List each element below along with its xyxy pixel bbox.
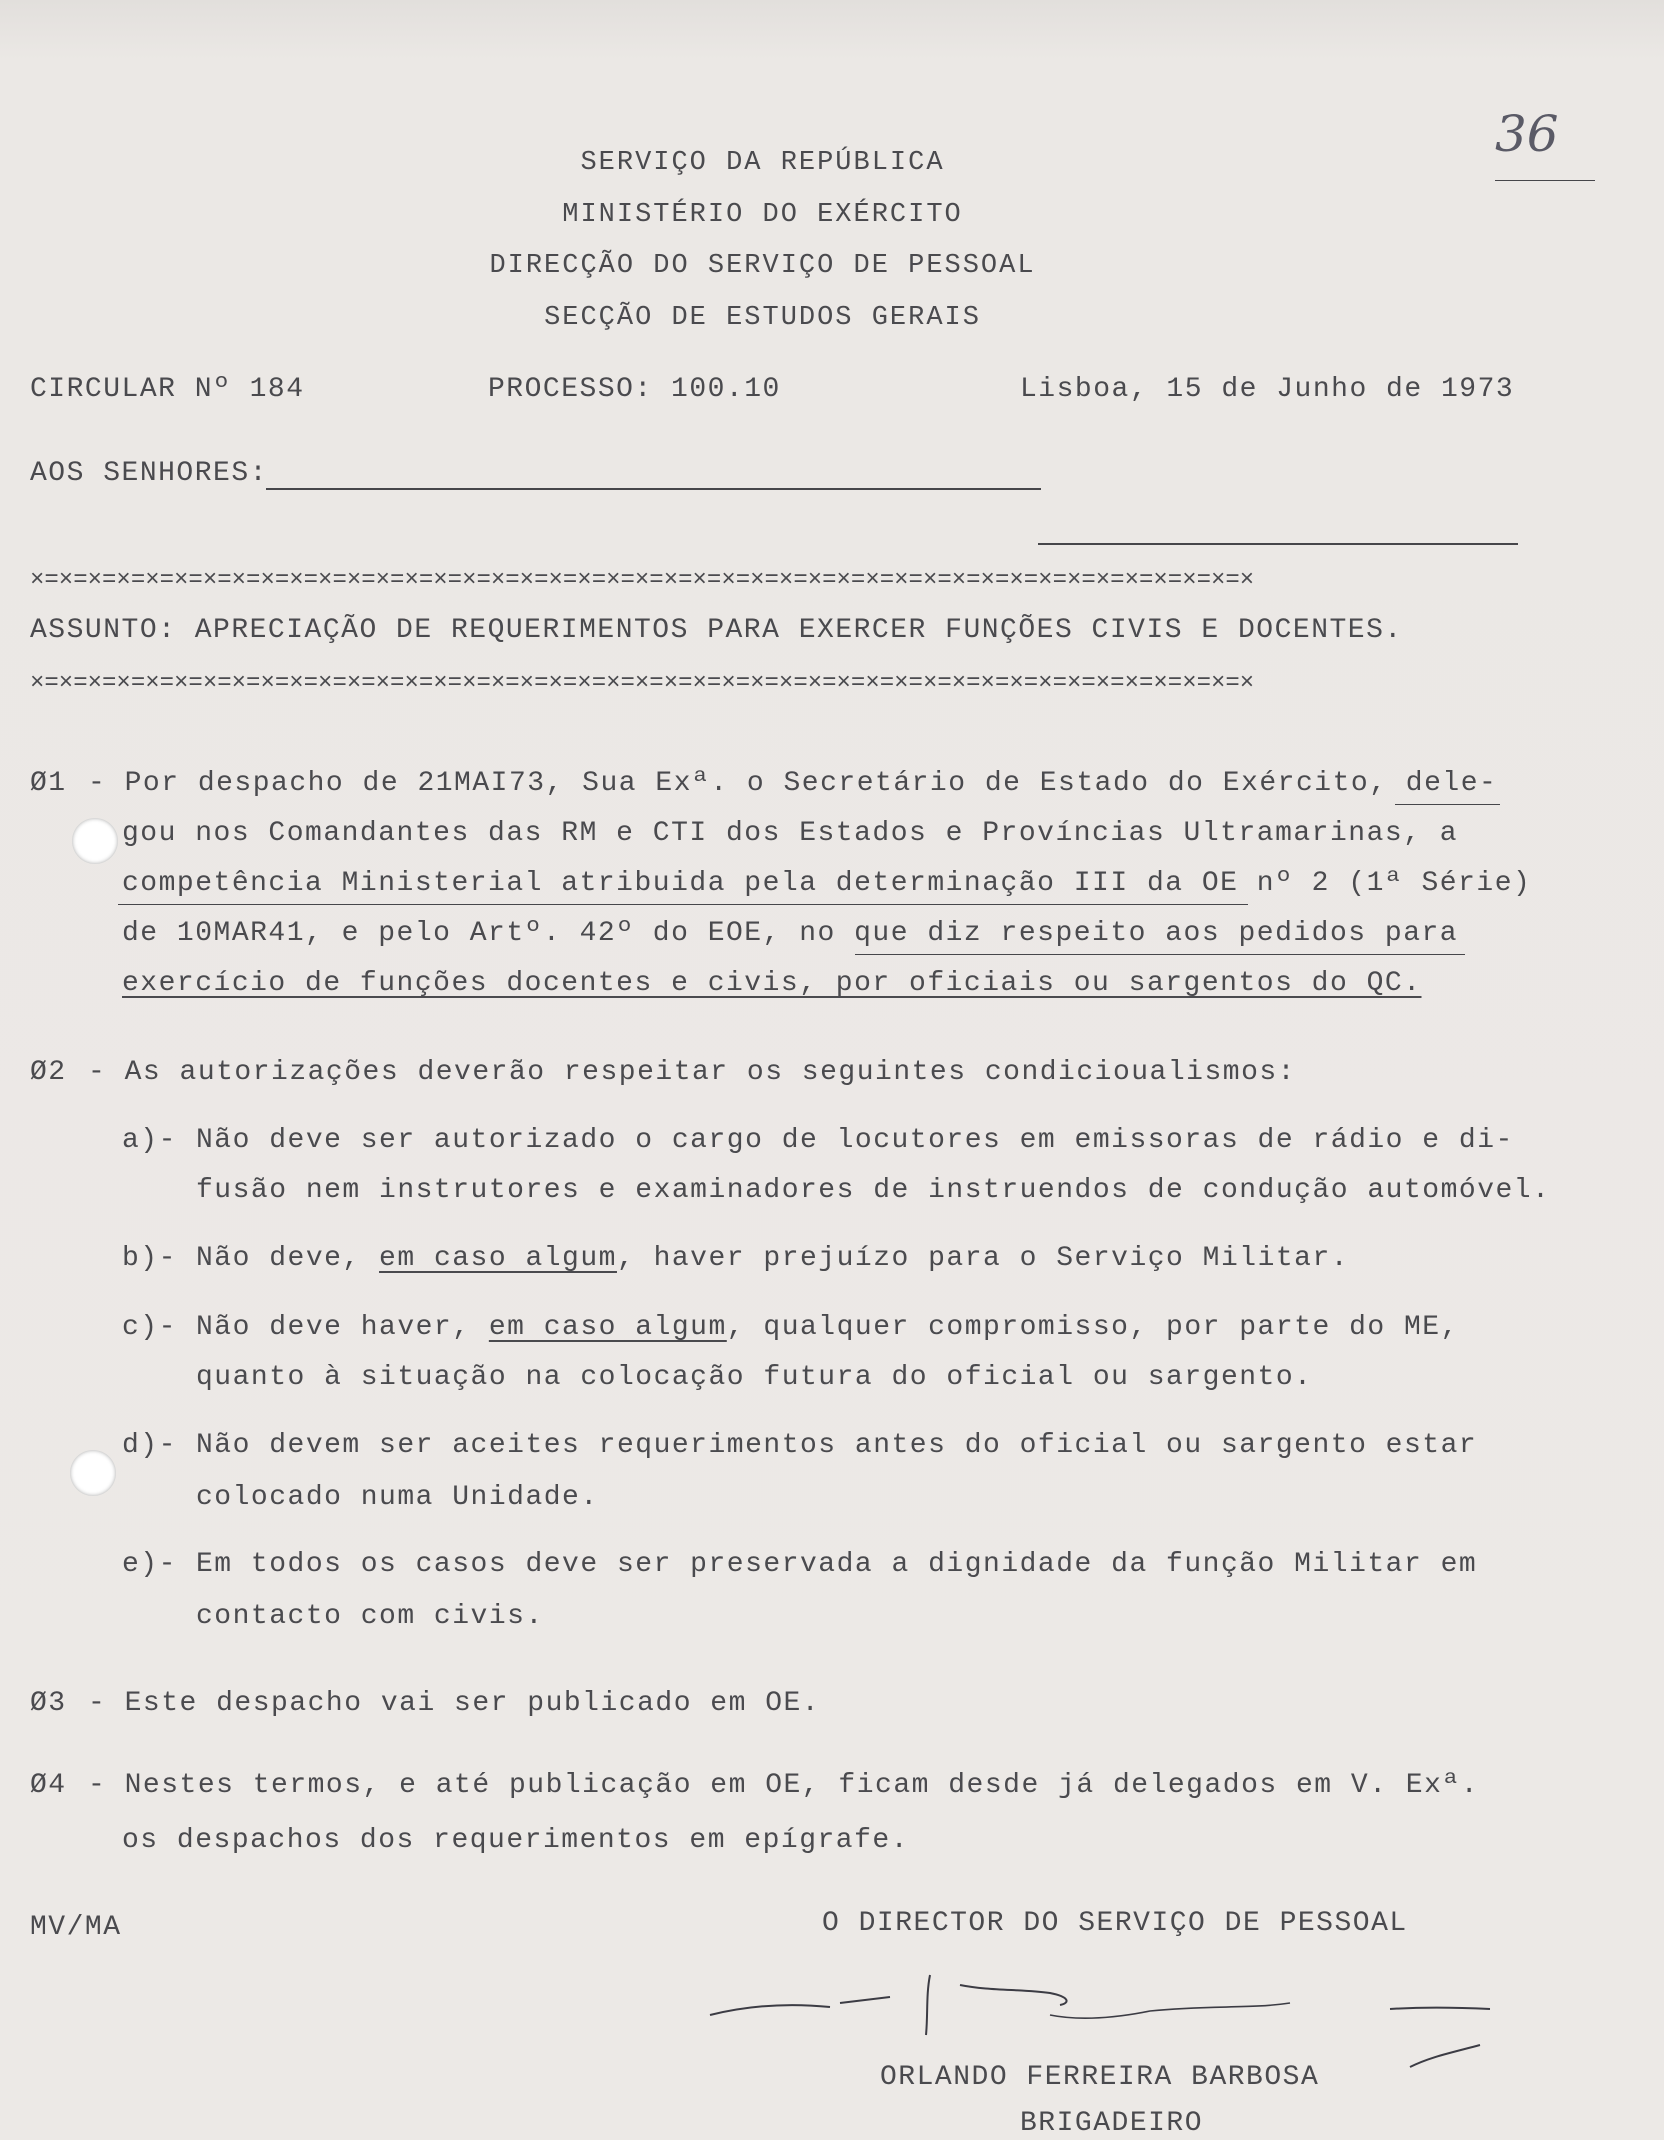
item-c-line-2: quanto à situação na colocação futura do oficial ou sargento. bbox=[196, 1362, 1313, 1393]
item-a-label: a)- bbox=[122, 1125, 177, 1156]
header-line-4: SECÇÃO DE ESTUDOS GERAIS bbox=[544, 303, 981, 333]
para-2-intro: - As autorizações deverão respeitar os seguintes condicioualismos: bbox=[88, 1057, 1296, 1088]
para-3-number: Ø3 bbox=[30, 1688, 67, 1719]
para-1-line-3: competência Ministerial atribuida pela determinação III da OE nº 2 (1ª Série) bbox=[122, 868, 1532, 899]
para-1-line-1: - Por despacho de 21MAI73, Sua Exª. o Secretário de Estado do Exército, dele- bbox=[88, 768, 1498, 799]
item-e-line-1: Em todos os casos deve ser preservada a dignidade da função Militar em bbox=[196, 1549, 1478, 1580]
item-e-line-2: contacto com civis. bbox=[196, 1601, 544, 1632]
separator-bottom: ×=×=×=×=×=×=×=×=×=×=×=×=×=×=×=×=×=×=×=×=×=×=×=×=×=×=×=×=×=×=×=×=×=×=×=×=×=×=×=×=×=×=× bbox=[30, 670, 1255, 697]
subject: ASSUNTO: APRECIAÇÃO DE REQUERIMENTOS PARA EXERCER FUNÇÕES CIVIS E DOCENTES. bbox=[30, 615, 1403, 646]
item-e-label: e)- bbox=[122, 1549, 177, 1580]
item-d-label: d)- bbox=[122, 1430, 177, 1461]
addressee-line-2 bbox=[1038, 543, 1518, 545]
item-d-line-1: Não devem ser aceites requerimentos antes do oficial ou sargento estar bbox=[196, 1430, 1478, 1461]
director-title: O DIRECTOR DO SERVIÇO DE PESSOAL bbox=[822, 1908, 1408, 1939]
page-number-underline bbox=[1495, 180, 1595, 181]
para-1-underline-1 bbox=[1395, 804, 1500, 805]
item-c-emphasis: em caso algum bbox=[488, 1312, 727, 1343]
para-1-underline-3 bbox=[118, 904, 1248, 905]
signatory-rank: BRIGADEIRO bbox=[1020, 2108, 1204, 2139]
place-date: Lisboa, 15 de Junho de 1973 bbox=[1020, 374, 1515, 405]
addressee-line bbox=[266, 488, 1041, 490]
page-number: 36 bbox=[1495, 105, 1559, 163]
para-4-line-2: os despachos dos requerimentos em epígrafe. bbox=[122, 1825, 910, 1856]
para-1-number: Ø1 bbox=[30, 768, 67, 799]
addressee-label: AOS SENHORES: bbox=[30, 458, 268, 489]
punch-hole-top bbox=[72, 818, 118, 864]
circular-number: CIRCULAR Nº 184 bbox=[30, 374, 305, 405]
item-c-pre: Não deve haver, bbox=[196, 1312, 489, 1343]
para-1-line-4: de 10MAR41, e pelo Artº. 42º do EOE, no que diz respeito aos pedidos para bbox=[122, 918, 1459, 949]
signatory-name: ORLANDO FERREIRA BARBOSA bbox=[880, 2062, 1320, 2093]
item-b-emphasis: em caso algum bbox=[379, 1243, 617, 1274]
para-2-number: Ø2 bbox=[30, 1057, 67, 1088]
para-1-line-2: gou nos Comandantes das RM e CTI dos Estados e Províncias Ultramarinas, a bbox=[122, 818, 1459, 849]
punch-hole-bottom bbox=[70, 1450, 116, 1496]
item-a-line-2: fusão nem instrutores e examinadores de instruendos de condução automóvel. bbox=[196, 1175, 1551, 1206]
item-d-line-2: colocado numa Unidade. bbox=[196, 1482, 599, 1513]
signature bbox=[690, 1945, 1520, 2075]
para-4-number: Ø4 bbox=[30, 1770, 67, 1801]
item-c-line-1 bbox=[196, 1312, 1459, 1343]
item-c-post: , qualquer compromisso, por parte do ME, bbox=[726, 1312, 1459, 1343]
initials: MV/MA bbox=[30, 1912, 122, 1943]
item-a-line-1: Não deve ser autorizado o cargo de locutores em emissoras de rádio e di- bbox=[196, 1125, 1514, 1156]
header-line-3: DIRECÇÃO DO SERVIÇO DE PESSOAL bbox=[489, 251, 1036, 281]
item-b-post: , haver prejuízo para o Serviço Militar. bbox=[616, 1243, 1350, 1274]
item-b-text bbox=[196, 1243, 1349, 1274]
separator-top: ×=×=×=×=×=×=×=×=×=×=×=×=×=×=×=×=×=×=×=×=×=×=×=×=×=×=×=×=×=×=×=×=×=×=×=×=×=×=×=×=×=×=× bbox=[30, 567, 1255, 594]
processo-number: PROCESSO: 100.10 bbox=[488, 374, 781, 405]
header-line-2: MINISTÉRIO DO EXÉRCITO bbox=[562, 200, 963, 230]
para-4-line-1: - Nestes termos, e até publicação em OE, ficam desde já delegados em V. Exª. bbox=[88, 1770, 1480, 1801]
para-1-underline-4 bbox=[855, 954, 1465, 955]
para-1-line-5: exercício de funções docentes e civis, por oficiais ou sargentos do QC. bbox=[122, 968, 1422, 999]
item-b-pre: Não deve, bbox=[196, 1243, 380, 1274]
para-3-text: - Este despacho vai ser publicado em OE. bbox=[88, 1688, 821, 1719]
item-c-label: c)- bbox=[122, 1312, 177, 1343]
header-line-1: SERVIÇO DA REPÚBLICA bbox=[580, 148, 945, 178]
item-b-label: b)- bbox=[122, 1243, 177, 1274]
